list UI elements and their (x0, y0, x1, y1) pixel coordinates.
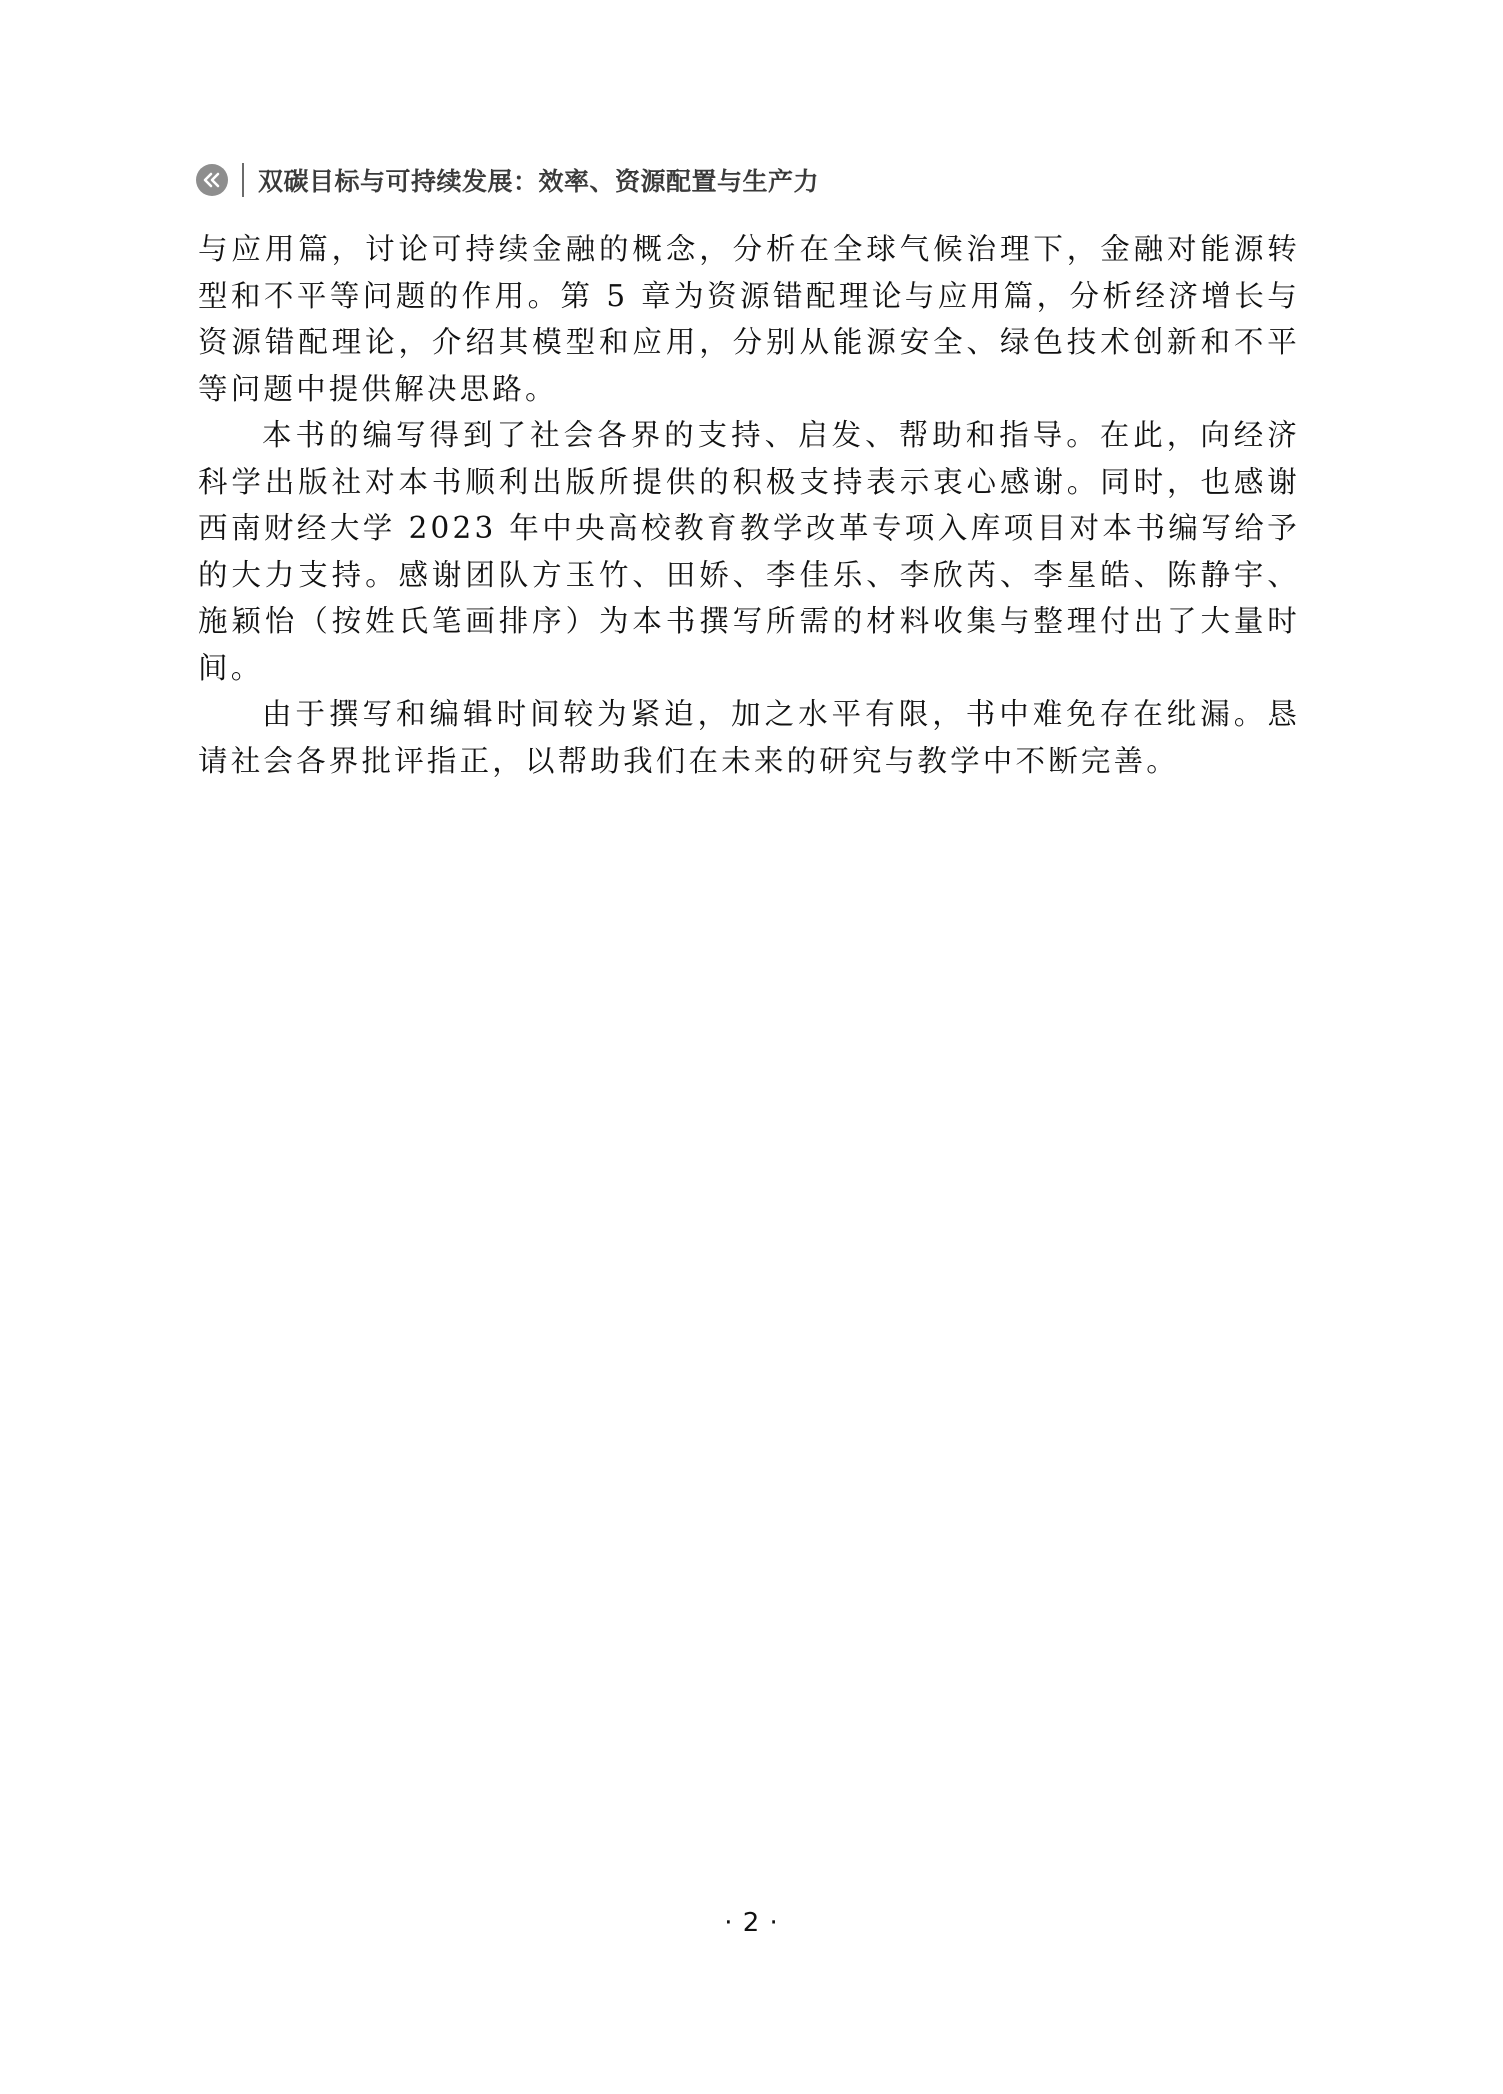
paragraph-continuation: 与应用篇，讨论可持续金融的概念，分析在全球气候治理下，金融对能源转型和不平等问题的作用。第 5 章为资源错配理论与应用篇，分析经济增长与资源错配理论，介绍其模型和应用，分别从能源安全、绿色技术创新和不平等问题中提供解决思路。 (198, 232, 1300, 406)
paragraph-acknowledgements: 本书的编写得到了社会各界的支持、启发、帮助和指导。在此，向经济科学出版社对本书顺利出版所提供的积极支持表示衷心感谢。同时，也感谢西南财经大学 2023 年中央高校教育教学改革专项入库项目对本书编写给予的大力支持。感谢团队方玉竹、田娇、李佳乐、李欣芮、李星皓、陈静宇、施颖怡（按姓氏笔画排序）为本书撰写所需的材料收集与整理付出了大量时间。 (198, 418, 1300, 685)
page-number: · 2 · (724, 1908, 779, 1938)
paragraph-closing: 由于撰写和编辑时间较为紧迫，加之水平有限，书中难免存在纰漏。恳请社会各界批评指正，以帮助我们在未来的研究与教学中不断完善。 (198, 697, 1300, 778)
body-text (198, 226, 1300, 784)
double-chevron-left-icon (196, 164, 228, 196)
running-header-title: 双碳目标与可持续发展：效率、资源配置与生产力 (258, 167, 820, 196)
running-header (196, 160, 819, 200)
header-divider (242, 163, 244, 197)
